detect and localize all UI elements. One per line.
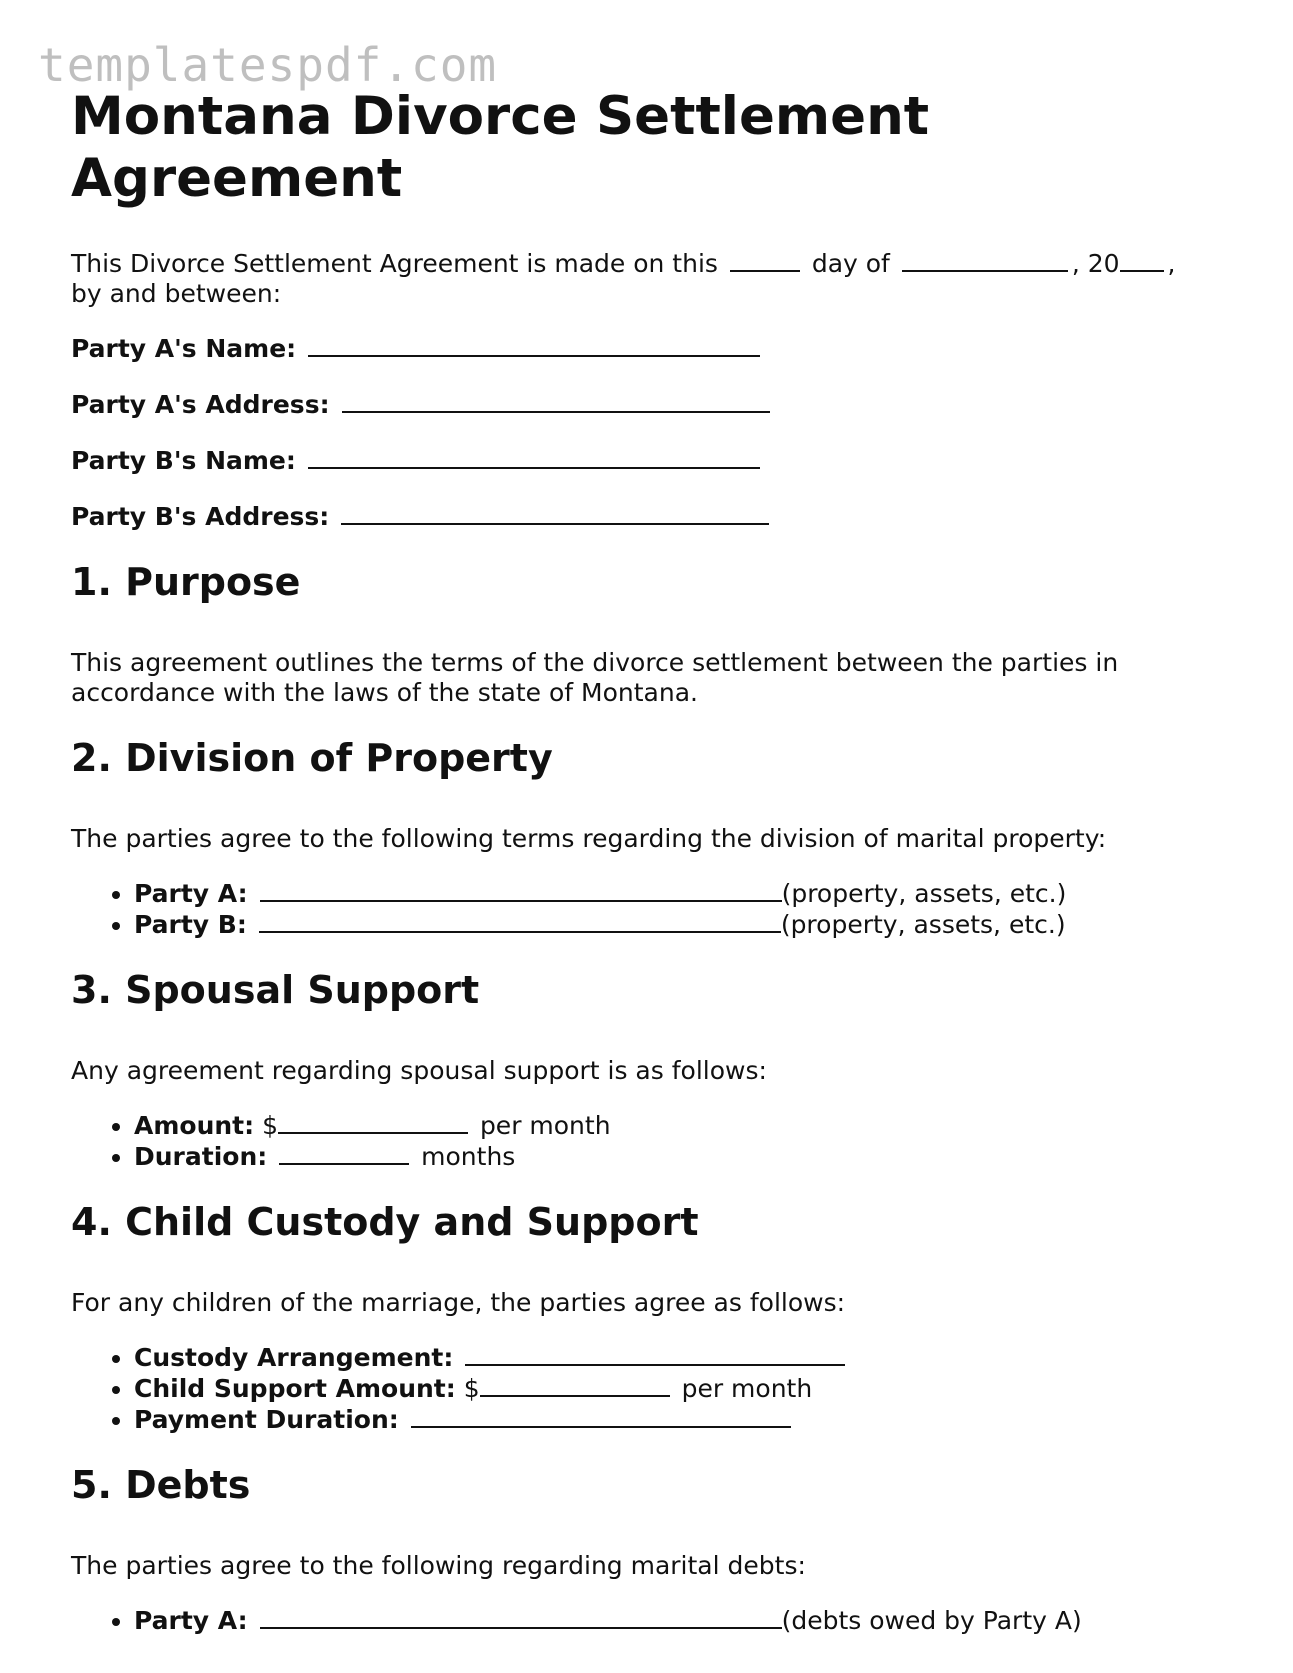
spousal-list bbox=[71, 1110, 1221, 1172]
property-party-b-suffix: (property, assets, etc.) bbox=[780, 910, 1066, 939]
debts-heading: 5. Debts bbox=[71, 1463, 251, 1507]
spousal-duration-label: Duration: bbox=[134, 1142, 268, 1171]
purpose-text: This agreement outlines the terms of the divorce settlement between the parties in accordance with the laws of the state of Montana. bbox=[71, 648, 1119, 707]
purpose-heading: 1. Purpose bbox=[71, 560, 301, 604]
party-a-name-blank[interactable] bbox=[308, 333, 760, 357]
property-party-a-suffix: (property, assets, etc.) bbox=[781, 879, 1067, 908]
spousal-duration-blank[interactable] bbox=[279, 1141, 409, 1165]
debts-party-a-label: Party A: bbox=[134, 1606, 248, 1635]
watermark: templatespdf.com bbox=[38, 38, 498, 92]
payment-duration-blank[interactable] bbox=[411, 1404, 791, 1428]
property-list bbox=[71, 878, 1221, 940]
debts-party-a-suffix: (debts owed by Party A) bbox=[781, 1606, 1082, 1635]
property-party-b-blank[interactable] bbox=[259, 909, 781, 933]
spousal-amount-suffix: per month bbox=[479, 1111, 611, 1140]
intro-paragraph bbox=[71, 248, 1221, 309]
party-b-name-label: Party B's Name: bbox=[71, 446, 296, 475]
party-a-address-blank[interactable] bbox=[342, 389, 770, 413]
spousal-amount-label: Amount: bbox=[134, 1111, 255, 1140]
custody-heading: 4. Child Custody and Support bbox=[71, 1200, 699, 1244]
payment-duration-label: Payment Duration: bbox=[134, 1405, 399, 1434]
custody-arrangement-blank[interactable] bbox=[465, 1342, 845, 1366]
party-b-address-field bbox=[71, 501, 1221, 532]
debts-list bbox=[71, 1605, 1221, 1636]
page-title: Montana Divorce Settlement Agreement bbox=[71, 86, 930, 209]
document-page bbox=[71, 86, 1221, 1664]
list-item bbox=[134, 1110, 1221, 1141]
debts-party-a-blank[interactable] bbox=[260, 1605, 782, 1629]
list-item bbox=[134, 1373, 1221, 1404]
intro-text-4: , bbox=[1167, 249, 1176, 278]
child-support-suffix: per month bbox=[681, 1374, 813, 1403]
child-support-prefix: $ bbox=[463, 1374, 480, 1403]
party-b-address-label: Party B's Address: bbox=[71, 502, 330, 531]
party-b-name-field bbox=[71, 445, 1221, 476]
intro-text-5: by and between: bbox=[71, 279, 282, 308]
property-heading: 2. Division of Property bbox=[71, 736, 553, 780]
custody-arrangement-label: Custody Arrangement: bbox=[134, 1343, 454, 1372]
spousal-amount-prefix: $ bbox=[262, 1111, 278, 1140]
party-b-name-blank[interactable] bbox=[308, 445, 760, 469]
party-a-name-field bbox=[71, 333, 1221, 364]
month-blank[interactable] bbox=[902, 248, 1068, 272]
year-blank[interactable] bbox=[1120, 248, 1164, 272]
list-item bbox=[134, 878, 1221, 909]
day-blank[interactable] bbox=[730, 248, 800, 272]
property-party-b-label: Party B: bbox=[134, 910, 247, 939]
list-item bbox=[134, 1404, 1221, 1435]
list-item bbox=[134, 1141, 1221, 1172]
intro-text-1: This Divorce Settlement Agreement is made on this bbox=[71, 249, 718, 278]
spousal-heading: 3. Spousal Support bbox=[71, 968, 480, 1012]
custody-text: For any children of the marriage, the parties agree as follows: bbox=[71, 1288, 846, 1317]
property-party-a-blank[interactable] bbox=[260, 878, 782, 902]
spousal-text: Any agreement regarding spousal support is as follows: bbox=[71, 1056, 767, 1085]
intro-text-2: day of bbox=[811, 249, 890, 278]
intro-text-3: , 20 bbox=[1071, 249, 1120, 278]
party-a-address-field bbox=[71, 389, 1221, 420]
party-a-address-label: Party A's Address: bbox=[71, 390, 330, 419]
child-support-blank[interactable] bbox=[480, 1373, 670, 1397]
property-text: The parties agree to the following terms regarding the division of marital property: bbox=[71, 824, 1107, 853]
party-b-address-blank[interactable] bbox=[341, 501, 769, 525]
list-item bbox=[134, 1605, 1221, 1636]
property-party-a-label: Party A: bbox=[134, 879, 248, 908]
party-a-name-label: Party A's Name: bbox=[71, 334, 297, 363]
custody-list bbox=[71, 1342, 1221, 1435]
list-item bbox=[134, 1342, 1221, 1373]
spousal-amount-blank[interactable] bbox=[278, 1110, 468, 1134]
child-support-label: Child Support Amount: bbox=[134, 1374, 456, 1403]
debts-text: The parties agree to the following regarding marital debts: bbox=[71, 1551, 806, 1580]
list-item bbox=[134, 909, 1221, 940]
spousal-duration-suffix: months bbox=[421, 1142, 516, 1171]
